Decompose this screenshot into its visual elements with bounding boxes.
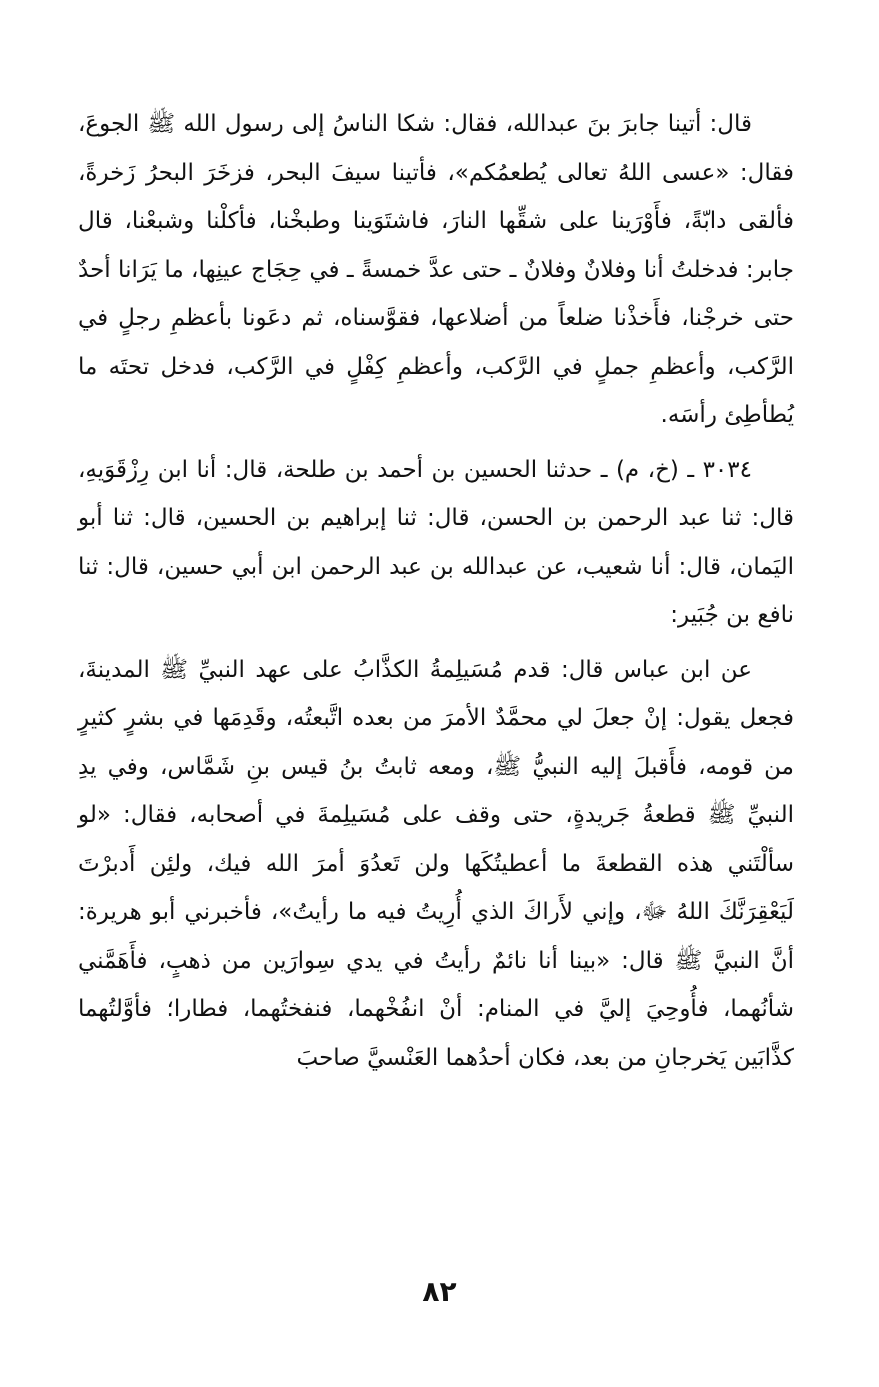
page-number: ٨٢: [422, 1275, 457, 1308]
paragraph-jabir-narration: قال: أتينا جابرَ بنَ عبدالله، فقال: شكا الناسُ إلى رسول الله ﷺ الجوعَ، فقال: «عسى اللهُ تعالى يُطعمُكم»، فأتينا سيفَ البحر، فزخَرَ البحرُ زَخرةً، فألقى دابّةً، فأَوْرَينا على شقِّها النارَ، فاشتَوَينا وطبخْنا، فأكلْنا وشبعْنا، قال جابر: فدخلتُ أنا وفلانٌ وفلانٌ ـ حتى عدَّ خمسةً ـ في حِجَاج عينِها، ما يَرَانا أحدٌ حتى خرجْنا، فأَخذْنا ضلعاً من أضلاعها، فقوَّسناه، ثم دعَونا بأعظمِ رجلٍ في الرَّكب، وأعظمِ جملٍ في الرَّكب، وأعظمِ كِفْلٍ في الرَّكب، فدخل تحتَه ما يُطأطِئ رأسَه.: [78, 111, 794, 428]
main-text: [78, 100, 794, 1082]
paragraph-ibn-abbas-narration: عن ابن عباس قال: قدم مُسَيلِمةُ الكذَّابُ على عهد النبيِّ ﷺ المدينةَ، فجعل يقول: إنْ جعلَ لي محمَّدٌ الأمرَ من بعده اتَّبعتُه، وقَدِمَها في بشرٍ كثيرٍ من قومه، فأَقبلَ إليه النبيُّ ﷺ، ومعه ثابتُ بنُ قيس بنِ شَمَّاس، وفي يدِ النبيِّ ﷺ قطعةُ جَريدةٍ، حتى وقف على مُسَيلِمةَ في أصحابه، فقال: «لو سألْتَني هذه القطعةَ ما أعطيتُكَها ولن تَعدُوَ أمرَ الله فيك، ولئِن أَدبرْتَ لَيَعْقِرَنَّكَ اللهُ ﷻ، وإني لأَراكَ الذي أُرِيتُ فيه ما رأيتُ»، فأخبرني أبو هريرة: أنَّ النبيَّ ﷺ قال: «بينا أنا نائمٌ رأيتُ في يدي سِوارَين من ذهبٍ، فأَهَمَّني شأنُهما، فأُوحِيَ إليَّ في المنام: أنْ انفُخْهما، فنفختُهما، فطارا؛ فأوَّلتُهما كذَّابَين يَخرجانِ من بعد، فكان أحدُهما العَنْسيَّ صاحبَ: [78, 656, 794, 1071]
paragraph-hadith-3034-isnad: ٣٠٣٤ ـ (خ، م) ـ حدثنا الحسين بن أحمد بن طلحة، قال: أنا ابن رِزْقَوَيهِ، قال: ثنا عبد الرحمن بن الحسن، قال: ثنا إبراهيم بن الحسين، قال: ثنا أبو اليَمان، قال: أنا شعيب، عن عبدالله بن عبد الرحمن ابن أبي حسين، قال: ثنا نافع بن جُبَير:: [78, 456, 794, 628]
